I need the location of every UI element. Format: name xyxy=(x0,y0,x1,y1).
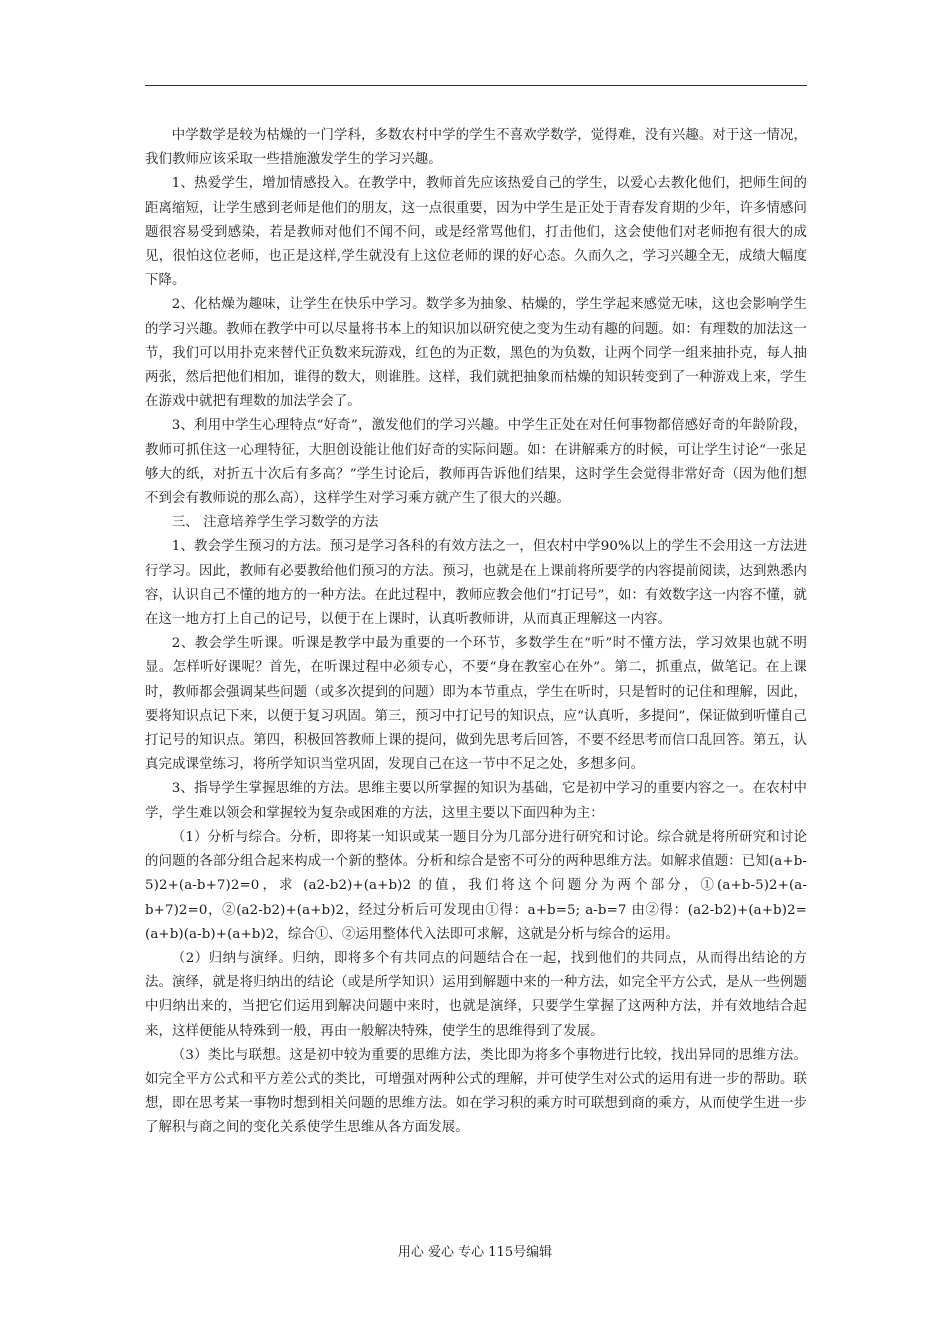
paragraph-thinking-methods: 3、指导学生掌握思维的方法。思维主要以所掌握的知识为基础，它是初中学习的重要内容之一。在农村中学，学生难以领会和掌握较为复杂或困难的方法，这里主要以下面四种为主： xyxy=(145,781,807,821)
paragraph-preview: 1、教会学生预习的方法。预习是学习各科的有效方法之一，但农村中学90%以上的学生不会用这一方法进行学习。因此，教师有必要教给他们预习的方法。预习，也就是在上课前将所要学的内容提前阅读，达到熟悉内容，认识自己不懂的地方的一种方法。在此过程中，教师应教会他们“打记号”，如：有效数字这一内容不懂，就在这一地方打上自己的记号，以便于在上课时，认真听教师讲，从而真正理解这一内容。 xyxy=(145,539,807,628)
section-heading-methods: 三、 注意培养学生学习数学的方法 xyxy=(171,515,379,531)
paragraph-induction-deduction: （2）归纳与演绎。归纳，即将多个有共同点的问题结合在一起，找到他们的共同点，从而得出结论的方法。演绎，就是将归纳出的结论（或是所学知识）运用到解题中来的一种方法，如完全平方公式，是从一些例题中归纳出来的，当把它们运用到解决问题中来时，也就是演绎，只要学生掌握了这两种方法，并有效地结合起来，这样便能从特殊到一般，再由一般解决特殊，使学生的思维得到了发展。 xyxy=(145,950,807,1039)
paragraph-boring-to-fun: 2、化枯燥为趣味，让学生在快乐中学习。数学多为抽象、枯燥的，学生学起来感觉无味，这也会影响学生的学习兴趣。教师在教学中可以尽量将书本上的知识加以研究使之变为生动有趣的问题。如：有理数的加法这一节，我们可以用扑克来替代正负数来玩游戏，红色的为正数，黑色的为负数，让两个同学一组来抽扑克，每人抽两张，然后把他们相加，谁得的数大，则谁胜。这样，我们就把抽象而枯燥的知识转变到了一种游戏上来，学生在游戏中就把有理数的加法学会了。 xyxy=(145,297,807,410)
document-body xyxy=(145,124,807,1141)
header-rule xyxy=(145,85,807,86)
paragraph-listening: 2、教会学生听课。听课是教学中最为重要的一个环节，多数学生在“听”时不懂方法，学习效果也就不明显。怎样听好课呢？首先，在听课过程中必须专心，不要“身在教室心在外”。第二，抓重点，做笔记。在上课时，教师都会强调某些问题（或多次提到的问题）即为本节重点，学生在听时，只是暂时的记住和理解，因此，要将知识点记下来，以便于复习巩固。第三，预习中打记号的知识点，应“认真听，多提问”，保证做到听懂自己打记号的知识点。第四，积极回答教师上课的提问，做到先思考后回答，不要不经思考而信口乱回答。第五，认真完成课堂练习，将所学知识当堂巩固，发现自己在这一节中不足之处，多想多问。 xyxy=(145,636,807,773)
paragraph-love-students: 1、热爱学生，增加情感投入。在教学中，教师首先应该热爱自己的学生，以爱心去教化他们，把师生间的距离缩短，让学生感到老师是他们的朋友，这一点很重要，因为中学生是正处于青春发育期的少年，许多情感问题很容易受到感染，若是教师对他们不闻不问，或是经常骂他们，打击他们，这会使他们对老师抱有很大的成见，很怕这位老师，也正是这样,学生就没有上这位老师的课的好心态。久而久之，学习兴趣全无，成绩大幅度下降。 xyxy=(145,176,807,289)
paragraph-curiosity: 3、利用中学生心理特点“好奇”，激发他们的学习兴趣。中学生正处在对任何事物都倍感好奇的年龄阶段，教师可抓住这一心理特征，大胆创设能让他们好奇的实际问题。如：在讲解乘方的时候，可让学生讨论“一张足够大的纸，对折五十次后有多高？”学生讨论后，教师再告诉他们结果，这时学生会觉得非常好奇（因为他们想不到会有教师说的那么高），这样学生对学习乘方就产生了很大的兴趣。 xyxy=(145,418,807,507)
intro-paragraph: 中学数学是较为枯燥的一门学科，多数农村中学的学生不喜欢学数学，觉得难，没有兴趣。对于这一情况，我们教师应该采取一些措施激发学生的学习兴趣。 xyxy=(145,128,807,168)
page-footer: 用心 爱心 专心 115号编辑 xyxy=(397,1245,553,1260)
paragraph-analogy-association: （3）类比与联想。这是初中较为重要的思维方法，类比即为将多个事物进行比较，找出异同的思维方法。如完全平方公式和平方差公式的类比，可增强对两种公式的理解，并可使学生对公式的运用有进一步的帮助。联想，即在思考某一事物时想到相关问题的思维方法。如在学习积的乘方时可联想到商的乘方，从而使学生进一步了解积与商之间的变化关系使学生思维从各方面发展。 xyxy=(145,1047,807,1136)
paragraph-analysis-synthesis: （1）分析与综合。分析，即将某一知识或某一题目分为几部分进行研究和讨论。综合就是将所研究和讨论的问题的各部分组合起来构成一个新的整体。分析和综合是密不可分的两种思维方法。如解求值题：已知(a+b-5)2+(a-b+7)2=0，求 (a2-b2)+(a+b)2 的值，我们将这个问题分为两个部分，①(a+b-5)2+(a-b+7)2=0，②(a2-b2)+(a+b)2，经过分析后可发现由①得：a+b=5; a-b=7 由②得：(a2-b2)+(a+b)2=(a+b)(a-b)+(a+b)2，综合①、②运用整体代入法即可求解，这就是分析与综合的运用。 xyxy=(145,829,807,942)
